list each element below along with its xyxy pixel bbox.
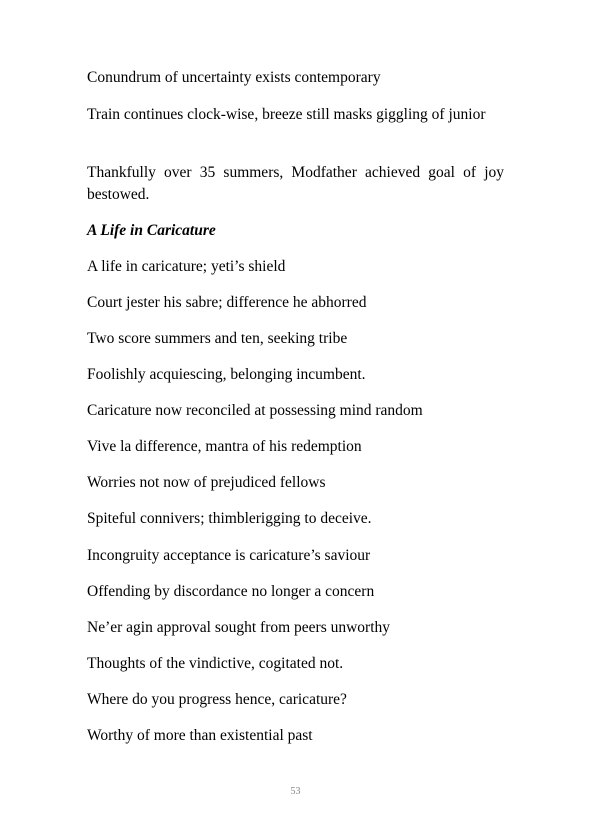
poem-line: Vive la difference, mantra of his redemption [87,438,362,455]
poem-line: Caricature now reconciled at possessing mind random [87,402,423,419]
poem-title: A Life in Caricature [87,222,216,239]
poem-line: A life in caricature; yeti’s shield [87,258,286,275]
poem-line: Worthy of more than existential past [87,727,313,744]
poem-line: Ne’er agin approval sought from peers unworthy [87,619,391,636]
poem-line: Worries not now of prejudiced fellows [87,474,326,491]
poem-line: Spiteful connivers; thimblerigging to deceive. [87,510,372,527]
poem-line: Offending by discordance no longer a concern [87,583,375,600]
poem-line: Incongruity acceptance is caricature’s saviour [87,547,371,564]
poem-line: Thoughts of the vindictive, cogitated not. [87,655,344,672]
page-number: 53 [290,786,301,797]
poem-line: Where do you progress hence, caricature? [87,691,347,708]
poem-line: Court jester his sabre; difference he abhorred [87,294,367,311]
poem-line: Foolishly acquiescing, belonging incumbent. [87,366,366,383]
poem-line: Two score summers and ten, seeking tribe [87,330,348,347]
intro-line-2: Train continues clock-wise, breeze still masks giggling of junior [87,106,486,123]
intro-line-1: Conundrum of uncertainty exists contemporary [87,69,381,86]
intro-line-3: Thankfully over 35 summers, Modfather achieved goal of joy bestowed. [87,164,504,203]
